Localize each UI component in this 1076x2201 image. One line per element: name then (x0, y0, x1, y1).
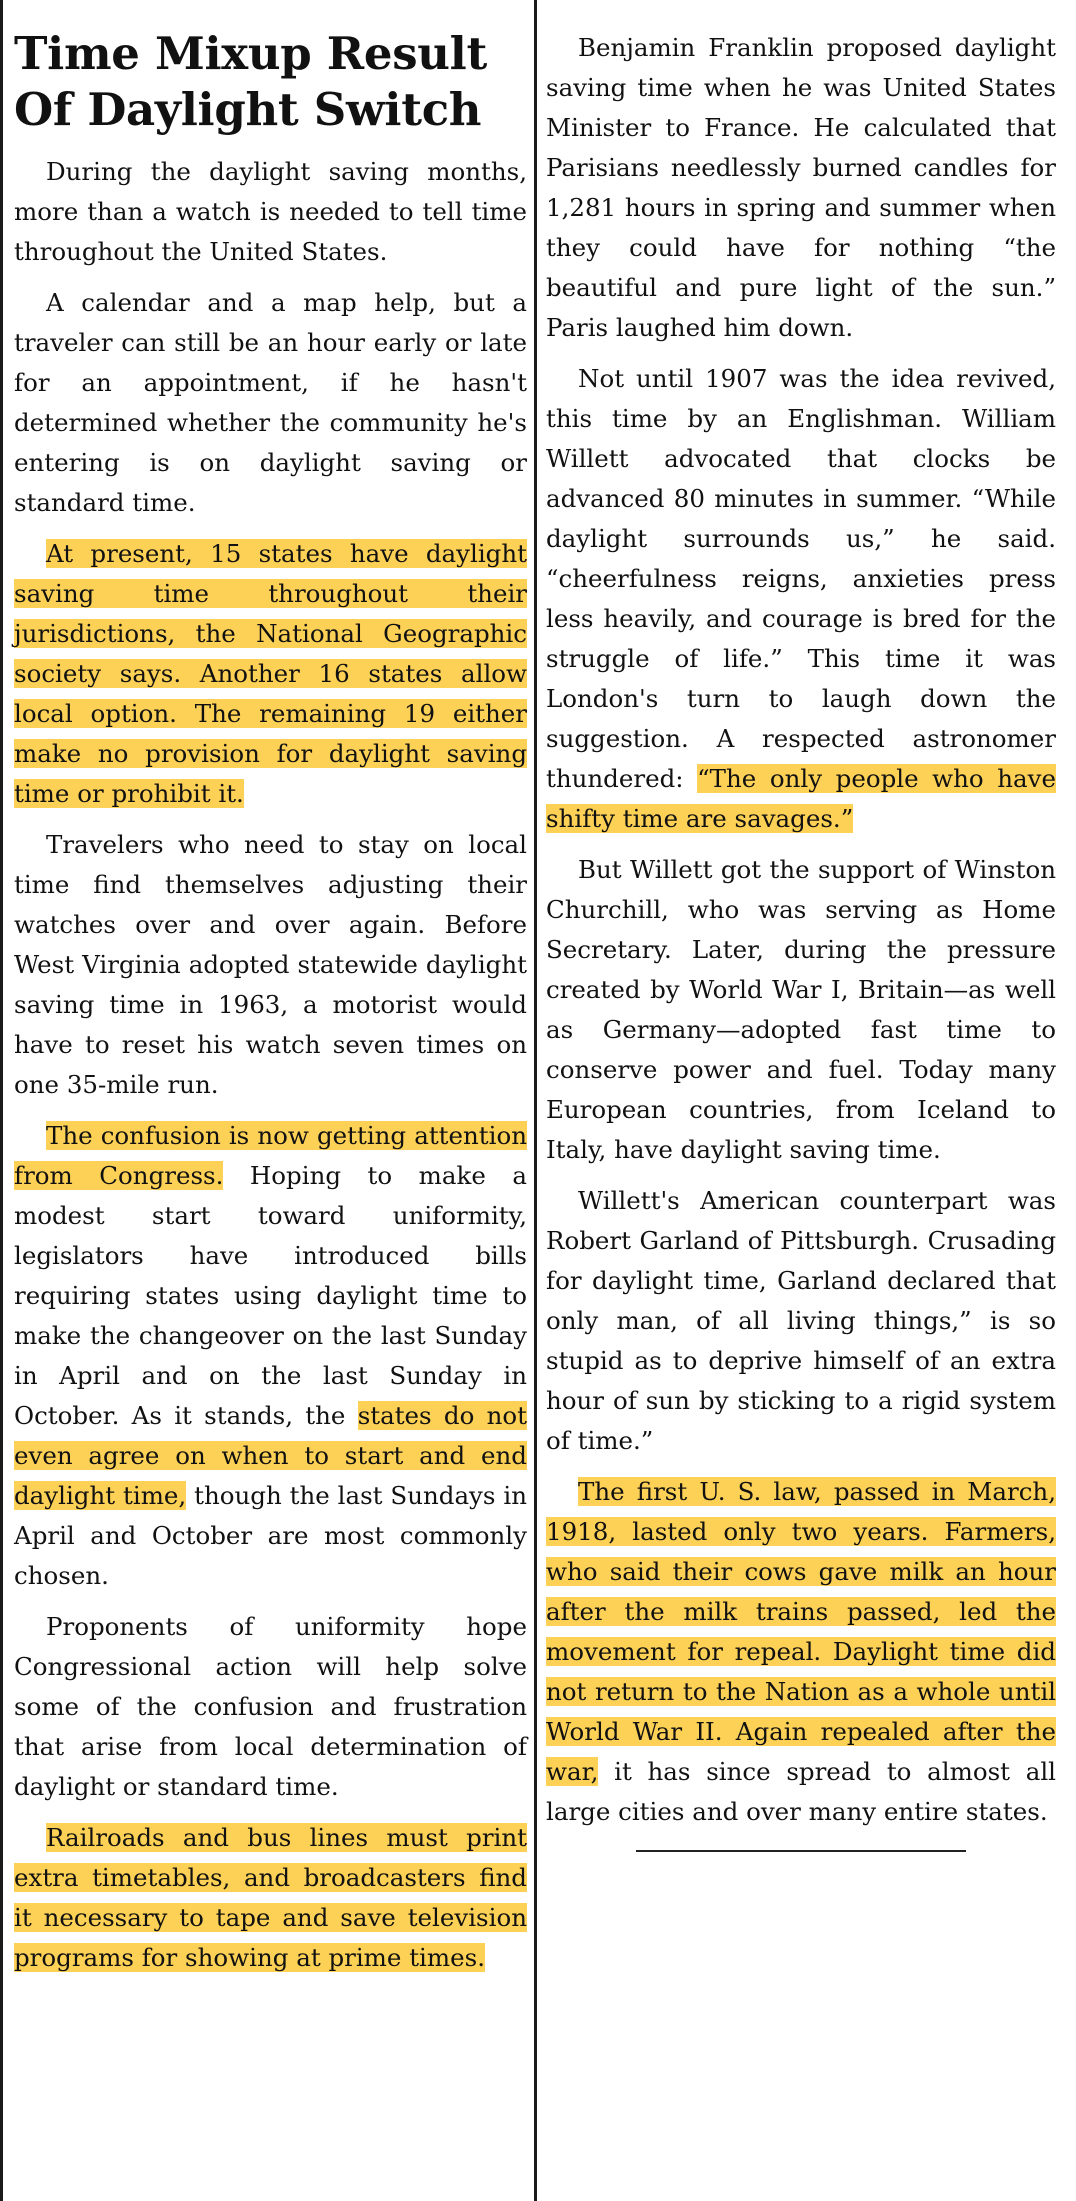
article-paragraph (546, 1472, 1056, 1832)
highlighted-text: states do not even agree on when to start and end daylight time, (14, 1401, 527, 1510)
article-paragraph (546, 359, 1056, 839)
paragraph-text: Benjamin Franklin proposed daylight saving time when he was United States Minister to France. He calculated that Parisians needlessly burned candles for 1,281 hours in spring and summer when they could have for nothing “the beautiful and pure light of the sun.” Paris laughed him down. (546, 33, 1056, 342)
paragraph-text: Proponents of uniformity hope Congressional action will help solve some of the confusion and frustration that arise from local determination of daylight or standard time. (14, 1612, 527, 1801)
paragraph-text: Not until 1907 was the idea revived, this time by an Englishman. William Willett advocated that clocks be advanced 80 minutes in summer. “While daylight surrounds us,” he said. “cheerfulness reigns, anxieties press less heavily, and courage is bred for the struggle of life.” This time it was London's turn to laugh down the suggestion. A respected astronomer thundered: (546, 364, 1056, 793)
highlighted-text: The confusion is now getting attention from Congress. (14, 1121, 527, 1190)
article-end-rule (636, 1850, 966, 1852)
left-column (0, 0, 533, 2201)
article-paragraph (14, 152, 527, 272)
article-paragraph (546, 1181, 1056, 1461)
highlighted-text: At present, 15 states have daylight saving time throughout their jurisdictions, the National Geographic society says. Another 16 states allow local option. The remaining 19 either make no provision for daylight saving time or prohibit it. (14, 539, 527, 808)
article-paragraph (14, 534, 527, 814)
article-paragraph (14, 1116, 527, 1596)
article-paragraph (14, 825, 527, 1105)
highlighted-text: Railroads and bus lines must print extra timetables, and broadcasters find it necessary to tape and save television programs for showing at prime times. (14, 1823, 527, 1972)
paragraph-text: though the last Sundays in April and October are most commonly chosen. (14, 1481, 527, 1590)
article-paragraph (14, 283, 527, 523)
paragraph-text: During the daylight saving months, more than a watch is needed to tell time throughout the United States. (14, 157, 527, 266)
paragraph-text: Hoping to make a modest start toward uniformity, legislators have introduced bills requiring states using daylight time to make the changeover on the last Sunday in April and on the last Sunday in October. As it stands, the (14, 1161, 528, 1430)
highlighted-text: “The only people who have shifty time are savages.” (546, 764, 1056, 833)
article-paragraph (14, 1607, 527, 1807)
paragraph-text: But Willett got the support of Winston Churchill, who was serving as Home Secretary. Later, during the pressure created by World War I, Britain—as well as Germany—adopted fast time to conserve power and fuel. Today many European countries, from Iceland to Italy, have daylight saving time. (546, 855, 1056, 1164)
article-paragraph (546, 28, 1056, 348)
left-column-body (14, 152, 527, 1978)
article-paragraph (546, 850, 1056, 1170)
paragraph-text: it has since spread to almost all large cities and over many entire states. (546, 1757, 1056, 1826)
right-column (540, 0, 1076, 2201)
article-headline: Time Mixup Result Of Daylight Switch (14, 27, 487, 136)
article-paragraph (14, 1818, 527, 1978)
paragraph-text: Willett's American counterpart was Robert Garland of Pittsburgh. Crusading for daylight time, Garland declared that only man, of all living things,” is so stupid as to deprive himself of an extra hour of sun by sticking to a rigid system of time.” (546, 1186, 1056, 1455)
paragraph-text: A calendar and a map help, but a traveler can still be an hour early or late for an appointment, if he hasn't determined whether the community he's entering is on daylight saving or standard time. (14, 288, 527, 517)
right-column-body (546, 28, 1056, 1832)
paragraph-text: Travelers who need to stay on local time find themselves adjusting their watches over and over again. Before West Virginia adopted statewide daylight saving time in 1963, a motorist would have to reset his watch seven times on one 35-mile run. (14, 830, 527, 1099)
highlighted-text: The first U. S. law, passed in March, 1918, lasted only two years. Farmers, who said their cows gave milk an hour after the milk trains passed, led the movement for repeal. Daylight time did not return to the Nation as a whole until World War II. Again repealed after the war, (546, 1477, 1056, 1786)
column-divider (534, 0, 537, 2201)
